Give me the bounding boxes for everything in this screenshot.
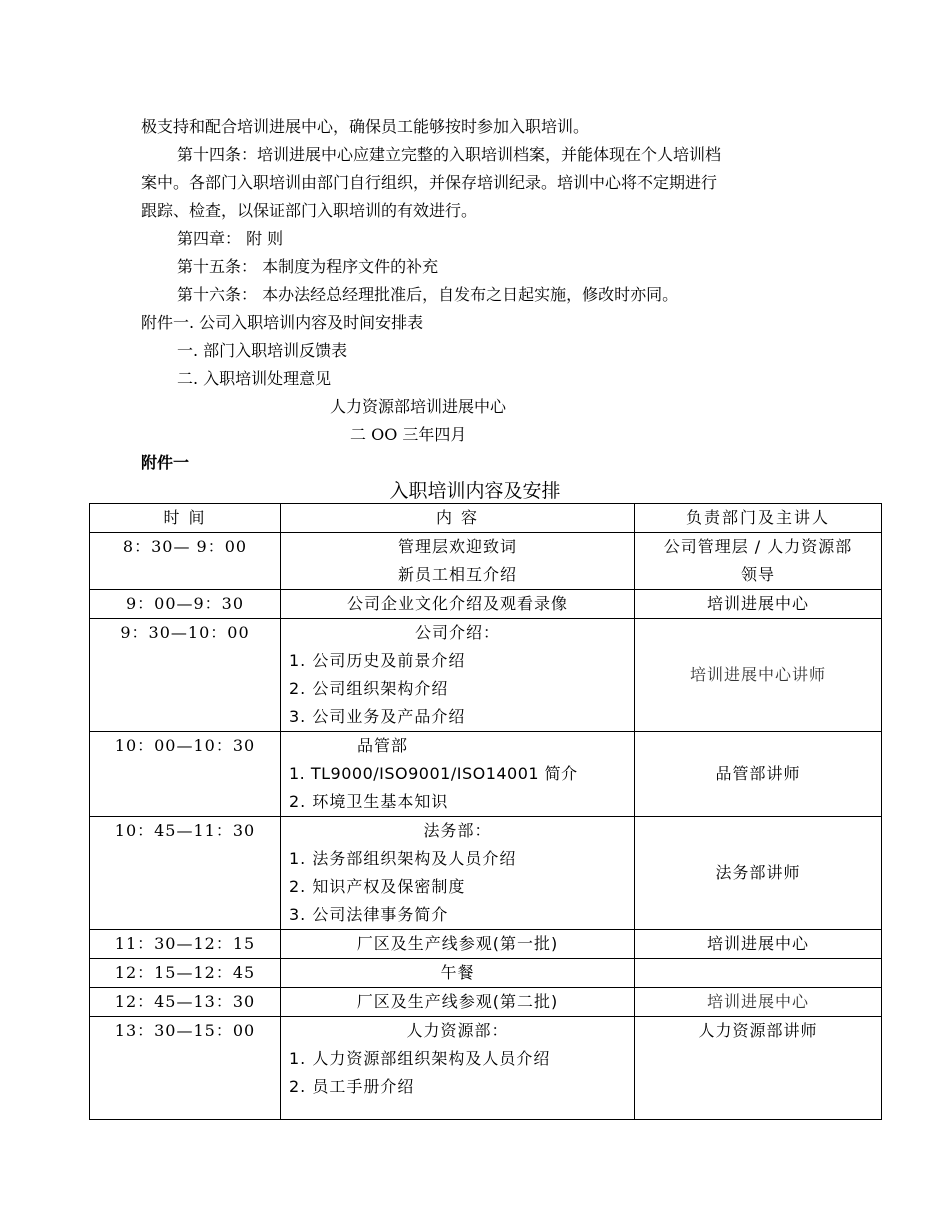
paragraph-text: 案中。各部门入职培训由部门自行组织，并保存培训纪录。培训中心将不定期进行 (141, 173, 718, 192)
time-cell: 12：45—13：30 (90, 988, 281, 1017)
content-line: 人力资源部： (406, 1021, 509, 1040)
content-line: 2. 知识产权及保密制度 (289, 877, 466, 896)
article-15-text: 第十五条： 本制度为程序文件的补充 (177, 257, 439, 276)
content-cell (281, 732, 635, 817)
content-cell (281, 619, 635, 732)
content-line: 午餐 (440, 963, 475, 982)
time-cell: 9：00—9：30 (90, 590, 281, 619)
header-content: 内 容 (281, 504, 635, 533)
table-row (90, 533, 882, 590)
dept-cell: 品管部讲师 (635, 732, 882, 817)
content-line: 1. 公司历史及前景介绍 (289, 651, 466, 670)
dept-cell: 培训进展中心 (635, 988, 882, 1017)
content-cell (281, 590, 635, 619)
dept-cell: 培训进展中心 (635, 930, 882, 959)
time-cell: 13：30—15：00 (90, 1017, 281, 1120)
content-line: 厂区及生产线参观(第一批) (356, 934, 559, 953)
content-line: 2. 公司组织架构介绍 (289, 679, 449, 698)
table-row (90, 732, 882, 817)
paragraph-text: 跟踪、检查，以保证部门入职培训的有效进行。 (141, 201, 478, 220)
dept-line: 领导 (740, 565, 775, 584)
content-line: 1. 法务部组织架构及人员介绍 (289, 849, 517, 868)
dept-cell (635, 959, 882, 988)
table-header-row (90, 504, 882, 533)
signature-date: 二 OO 三年四月 (350, 425, 467, 444)
content-cell (281, 817, 635, 930)
content-cell (281, 988, 635, 1017)
content-cell (281, 930, 635, 959)
article-14-text: 第十四条：培训进展中心应建立完整的入职培训档案，并能体现在个人培训档 (177, 145, 722, 164)
time-cell: 8：30— 9：00 (90, 533, 281, 590)
content-line: 3. 公司法律事务简介 (289, 905, 449, 924)
content-line: 新员工相互介绍 (397, 565, 517, 584)
header-dept: 负责部门及主讲人 (635, 504, 882, 533)
content-line: 3. 公司业务及产品介绍 (289, 707, 466, 726)
table-row (90, 619, 882, 732)
dept-cell: 培训进展中心讲师 (635, 619, 882, 732)
time-cell: 10：45—11：30 (90, 817, 281, 930)
paragraph-text: 极支持和配合培训进展中心，确保员工能够按时参加入职培训。 (141, 117, 590, 136)
dept-line: 公司管理层 / 人力资源部 (663, 537, 853, 556)
schedule-table (89, 503, 882, 1120)
table-row (90, 988, 882, 1017)
table-row (90, 590, 882, 619)
dept-cell: 法务部讲师 (635, 817, 882, 930)
content-line: 2. 员工手册介绍 (289, 1077, 415, 1096)
content-line: 法务部： (423, 821, 492, 840)
time-cell: 11：30—12：15 (90, 930, 281, 959)
content-line: 公司企业文化介绍及观看录像 (346, 594, 568, 613)
header-time: 时 间 (90, 504, 281, 533)
content-line: 公司介绍： (414, 623, 500, 642)
time-cell: 10：00—10：30 (90, 732, 281, 817)
chapter-4-heading: 第四章： 附 则 (177, 229, 284, 248)
article-16-text: 第十六条： 本办法经总经理批准后，自发布之日起实施，修改时亦同。 (177, 285, 679, 304)
content-cell (281, 533, 635, 590)
dept-cell: 培训进展中心 (635, 590, 882, 619)
content-cell (281, 959, 635, 988)
content-line: 厂区及生产线参观(第二批) (356, 992, 559, 1011)
table-row (90, 959, 882, 988)
content-cell (281, 1017, 635, 1120)
attachment-list-item: 附件一. 公司入职培训内容及时间安排表 (141, 313, 424, 332)
dept-cell: 人力资源部讲师 (635, 1017, 882, 1120)
table-title: 入职培训内容及安排 (389, 480, 561, 502)
content-line: 2. 环境卫生基本知识 (289, 792, 449, 811)
attachment-label: 附件一 (141, 453, 190, 472)
table-row (90, 1017, 882, 1120)
table-row (90, 930, 882, 959)
content-line: 1. 人力资源部组织架构及人员介绍 (289, 1049, 551, 1068)
table-row (90, 817, 882, 930)
content-line: 1. TL9000/ISO9001/ISO14001 简介 (289, 764, 578, 783)
attachment-list-item: 一. 部门入职培训反馈表 (177, 341, 348, 360)
content-line: 管理层欢迎致词 (397, 537, 517, 556)
signature-org: 人力资源部培训进展中心 (330, 397, 507, 416)
attachment-list-item: 二. 入职培训处理意见 (177, 369, 332, 388)
content-line: 品管部 (357, 736, 409, 755)
time-cell: 9：30—10：00 (90, 619, 281, 732)
time-cell: 12：15—12：45 (90, 959, 281, 988)
dept-cell (635, 533, 882, 590)
